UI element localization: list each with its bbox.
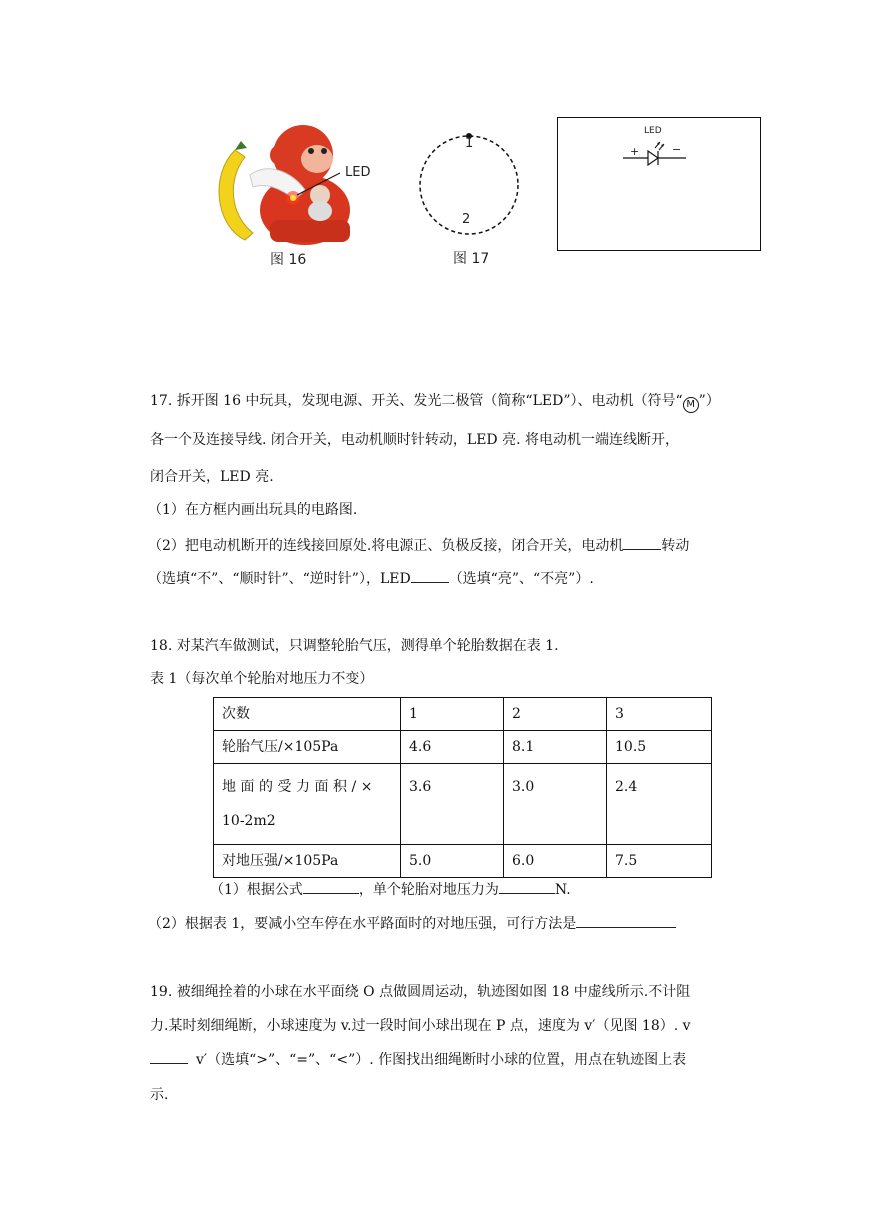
area-label-line2: 10-2m2 [222,813,276,829]
q19-line4: 示. [150,1087,169,1103]
q17-sub2-line1 [148,535,689,556]
q17-line3: 闭合开关，LED 亮. [150,469,274,485]
point-1-label: 1 [465,136,474,151]
motor-direction-blank[interactable] [623,535,661,550]
table-cell: 1 [401,698,504,731]
table-cell [214,764,401,845]
q17-sub2-line2 [148,568,594,589]
method-blank[interactable] [576,913,676,928]
point-2-label: 2 [462,212,471,227]
led-callout-label: LED [345,165,371,180]
q17-sub2-text-b: 转动 [661,538,690,554]
figure-17-caption: 图 17 [453,251,490,267]
q17-line2: 各一个及连接导线. 闭合开关，电动机顺时针转动，LED 亮. 将电动机一端连线断开， [150,432,679,448]
q19-line1: 19. 被细绳拴着的小球在水平面绕 O 点做圆周运动，轨迹图如图 18 中虚线所示.不计阻 [150,984,691,1000]
box-plus-label: + [630,145,640,158]
monkey-toy-illustration [205,115,375,250]
q17-line1-end: ”） [698,393,720,409]
table-cell: 10.5 [607,731,712,764]
q18-sub1-text-c: N. [554,882,571,898]
q17-sub1: （1）在方框内画出玩具的电路图. [148,502,358,518]
table-cell: 6.0 [504,845,607,878]
q17-sub2-text-d: （选填“亮”、“不亮”）. [448,571,594,587]
table-cell: 轮胎气压/×105Pa [214,731,401,764]
q18-sub2 [148,913,676,934]
table-row [214,764,712,845]
q18-sub1-text-a: （1）根据公式 [210,882,303,898]
table-cell: 5.0 [401,845,504,878]
q19-line3 [150,1049,686,1070]
q18-sub1 [210,879,571,900]
table-cell: 对地压强/×105Pa [214,845,401,878]
formula-blank[interactable] [303,879,359,894]
circuit-answer-box[interactable] [557,117,761,251]
table-cell: 3.0 [504,764,607,845]
led-state-blank[interactable] [411,568,449,583]
force-blank[interactable] [499,879,555,894]
q18-line1: 18. 对某汽车做测试，只调整轮胎气压，测得单个轮胎数据在表 1. [150,638,559,654]
table-cell: 3.6 [401,764,504,845]
q17-sub2-text-c: （选填“不”、“顺时针”、“逆时针”），LED [148,571,411,587]
table-cell: 次数 [214,698,401,731]
q19-line3-text: v′（选填“>”、“=”、“<”）. 作图找出细绳断时小球的位置，用点在轨迹图上表 [196,1052,687,1068]
box-led-label: LED [644,126,662,136]
table-cell: 2.4 [607,764,712,845]
table-cell: 4.6 [401,731,504,764]
figure-16-caption: 图 16 [270,252,307,268]
q18-sub2-text: （2）根据表 1，要减小空车停在水平路面时的对地压强，可行方法是 [148,916,577,932]
q17-line1-text: 17. 拆开图 16 中玩具，发现电源、开关、发光二极管（简称“LED”）、电动机（符号“ [150,393,683,409]
q17-sub2-text-a: （2）把电动机断开的连线接回原处.将电源正、负极反接，闭合开关，电动机 [148,538,624,554]
table-row [214,731,712,764]
led-symbol-icon [618,138,698,178]
table-row [214,845,712,878]
q19-line2: 力.某时刻细绳断，小球速度为 v.过一段时间小球出现在 P 点，速度为 v′（见图 18）. v [150,1018,691,1034]
velocity-compare-blank[interactable] [150,1049,188,1064]
figure-17 [415,130,525,240]
table-cell: 8.1 [504,731,607,764]
table-header-row [214,698,712,731]
q18-sub1-text-b: ，单个轮胎对地压力为 [358,882,499,898]
motor-symbol-icon: M [683,397,699,413]
q18-table-title: 表 1（每次单个轮胎对地压力不变） [150,671,374,687]
box-minus-label: − [672,143,682,156]
area-label-line1: 地面的受力面积/× [222,779,377,795]
table-cell: 3 [607,698,712,731]
figure-16 [205,115,375,250]
table-cell: 2 [504,698,607,731]
table-cell: 7.5 [607,845,712,878]
q17-line1 [150,391,720,413]
tire-data-table [213,697,712,878]
